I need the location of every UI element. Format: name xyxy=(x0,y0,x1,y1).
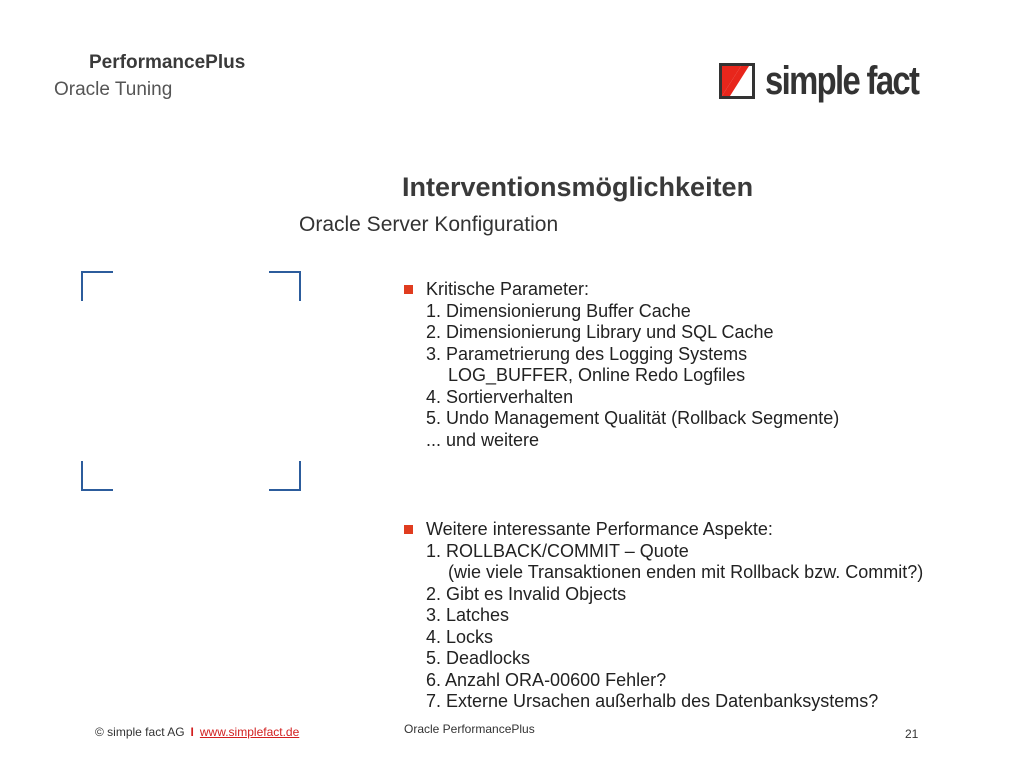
bullet-square-icon xyxy=(404,525,413,534)
bullet-line: 5. Deadlocks xyxy=(426,648,531,668)
bullet-lines xyxy=(426,279,1024,451)
frame-corner-bottom-right xyxy=(269,461,301,491)
bullet-line: LOG_BUFFER, Online Redo Logfiles xyxy=(448,365,746,385)
bullet-line: 1. Dimensionierung Buffer Cache xyxy=(426,300,691,321)
simple-fact-logo xyxy=(719,58,952,104)
bullet-line: 6. Anzahl ORA-00600 Fehler? xyxy=(426,669,667,690)
bullet-line: 4. Locks xyxy=(426,626,494,647)
footer-presentation-title: Oracle PerformancePlus xyxy=(404,722,535,736)
logo-text: simple fact xyxy=(765,59,919,103)
footer-copyright-group xyxy=(95,725,299,739)
bullet-line: 4. Sortierverhalten xyxy=(426,386,574,407)
footer-website-link[interactable]: www.simplefact.de xyxy=(199,725,300,739)
bullet-line: Kritische Parameter: xyxy=(426,279,590,299)
slide-subtitle: Oracle Server Konfiguration xyxy=(299,213,559,236)
bullet-line: Weitere interessante Performance Aspekte: xyxy=(426,519,773,539)
bullet-line: (wie viele Transaktionen enden mit Rollback bzw. Commit?) xyxy=(448,562,924,582)
logo-mark-icon xyxy=(719,63,755,99)
brand-title: PerformancePlus xyxy=(89,52,246,73)
bullet-line: ... und weitere xyxy=(426,429,540,450)
bullet-lines xyxy=(426,519,1024,713)
bullet-line: 2. Dimensionierung Library und SQL Cache xyxy=(426,322,774,342)
bullet-line: 3. Parametrierung des Logging Systems xyxy=(426,343,748,364)
bullet-line: 7. Externe Ursachen außerhalb des Datenbanksystems? xyxy=(426,691,879,711)
bullet-line: 1. ROLLBACK/COMMIT – Quote xyxy=(426,540,689,561)
slide-title: Interventionsmöglichkeiten xyxy=(402,172,754,202)
frame-corner-bottom-left xyxy=(81,461,113,491)
placeholder-frame xyxy=(81,271,301,491)
bullet-line: 2. Gibt es Invalid Objects xyxy=(426,583,627,604)
frame-corner-top-right xyxy=(269,271,301,301)
bullet-line: 3. Latches xyxy=(426,605,510,625)
footer-separator: I xyxy=(190,725,194,739)
frame-corner-top-left xyxy=(81,271,113,301)
brand-subtitle: Oracle Tuning xyxy=(54,79,173,100)
bullet-square-icon xyxy=(404,285,413,294)
footer-copyright: © simple fact AG xyxy=(95,725,185,739)
page-number: 21 xyxy=(905,727,919,741)
bullet-line: 5. Undo Management Qualität (Rollback Segmente) xyxy=(426,408,840,428)
